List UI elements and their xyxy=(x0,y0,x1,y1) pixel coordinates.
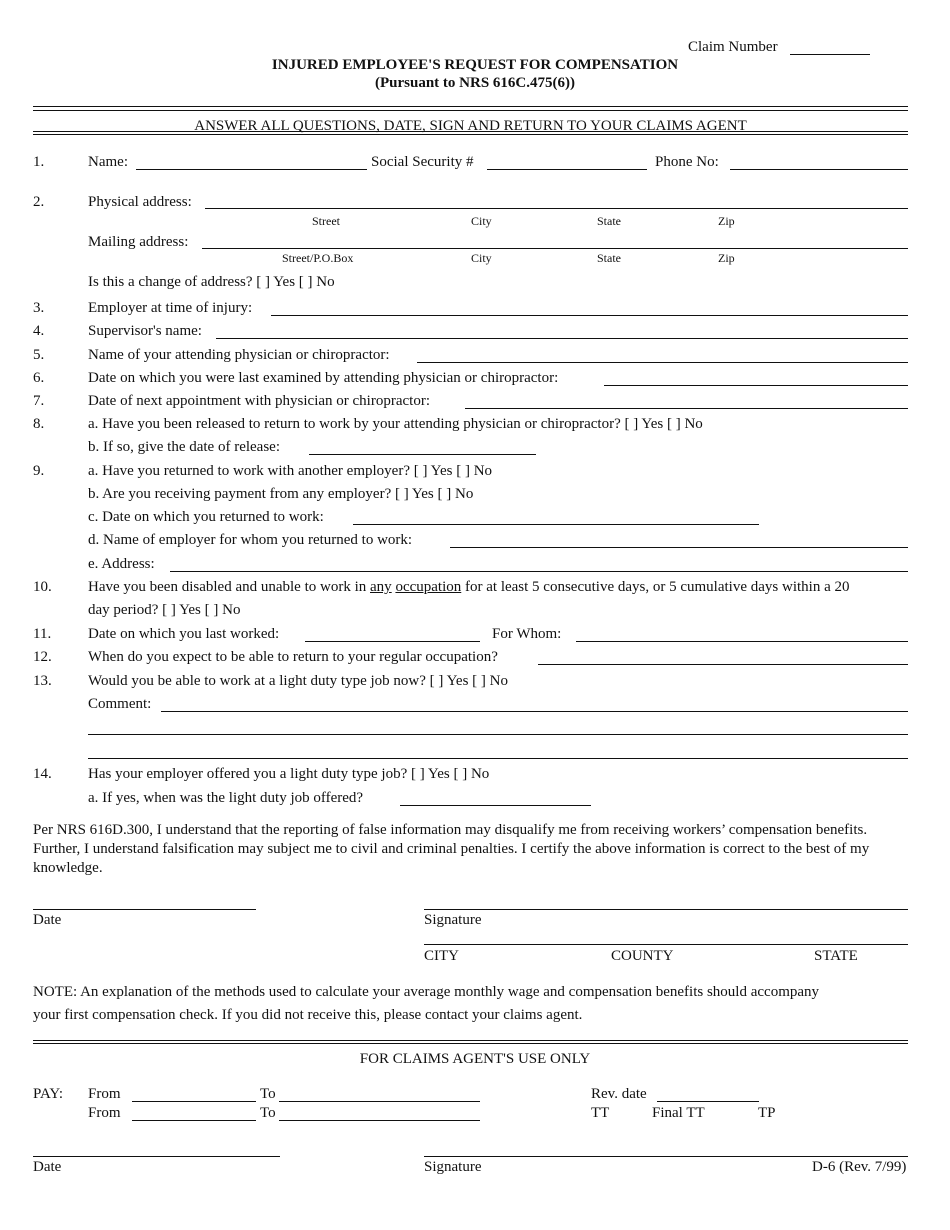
last-worked-field[interactable] xyxy=(305,641,480,642)
header-rule-top xyxy=(33,106,908,107)
mailing-zip-caption: Zip xyxy=(718,251,735,265)
agent-signature-label: Signature xyxy=(424,1159,482,1175)
physical-zip-caption: Zip xyxy=(718,214,735,228)
address-change-question[interactable]: Is this a change of address? [ ] Yes [ ] No xyxy=(88,274,335,290)
new-employer-field[interactable] xyxy=(450,547,908,548)
disabled-question xyxy=(88,580,849,595)
pay-from-field-1[interactable] xyxy=(132,1101,256,1102)
mailing-state-caption: State xyxy=(597,251,621,265)
county-label: COUNTY xyxy=(611,948,674,964)
last-exam-label: Date on which you were last examined by attending physician or chiropractor: xyxy=(88,370,559,386)
disabled-question-occupation: occupation xyxy=(395,579,462,595)
light-duty-now-question[interactable]: Would you be able to work at a light duty type job now? [ ] Yes [ ] No xyxy=(88,673,508,689)
note-line-2: your first compensation check. If you did not receive this, please contact your claims agent. xyxy=(33,1007,583,1023)
name-field[interactable] xyxy=(136,169,367,170)
disabled-question-text-1: Have you been disabled and unable to work in xyxy=(88,579,371,595)
last-worked-label: Date on which you last worked: xyxy=(88,626,280,642)
ssn-field[interactable] xyxy=(487,169,647,170)
q14-number: 14. xyxy=(33,766,52,782)
agent-date-field[interactable] xyxy=(33,1156,280,1157)
agent-signature-field[interactable] xyxy=(424,1156,908,1157)
comment-field-1[interactable] xyxy=(161,711,908,712)
rev-date-field[interactable] xyxy=(657,1101,759,1102)
for-whom-field[interactable] xyxy=(576,641,908,642)
new-employer-address-field[interactable] xyxy=(170,571,908,572)
physician-label: Name of your attending physician or chiropractor: xyxy=(88,347,390,363)
claim-number-label: Claim Number xyxy=(688,39,778,55)
physical-city-caption: City xyxy=(471,214,492,228)
physical-address-label: Physical address: xyxy=(88,194,192,210)
comment-field-3[interactable] xyxy=(88,758,908,759)
phone-field[interactable] xyxy=(730,169,908,170)
new-employer-address-label: e. Address: xyxy=(88,556,155,572)
location-field[interactable] xyxy=(424,944,908,945)
note-line-1: NOTE: An explanation of the methods used to calculate your average monthly wage and compensation benefits should accompany xyxy=(33,984,820,1000)
certification-statement: Per NRS 616D.300, I understand that the reporting of false information may disqualify me from receiving workers’ compensation benefits. Further, I understand falsification may subject me to civil and criminal penalties. I certify the above information is correct to the best of my knowledge. xyxy=(33,822,870,876)
released-question[interactable]: a. Have you been released to return to work by your attending physician or chiropractor? [ ] Yes [ ] No xyxy=(88,416,703,432)
disabled-question-options[interactable]: day period? [ ] Yes [ ] No xyxy=(88,602,241,618)
employer-label: Employer at time of injury: xyxy=(88,300,253,316)
q6-number: 6. xyxy=(33,370,45,386)
new-employer-label: d. Name of employer for whom you returned to work: xyxy=(88,532,413,548)
release-date-label: b. If so, give the date of release: xyxy=(88,439,281,455)
physical-address-field[interactable] xyxy=(205,208,908,209)
final-tt-label: Final TT xyxy=(652,1105,705,1121)
ssn-label: Social Security # xyxy=(371,154,474,170)
header-rule-bottom xyxy=(33,131,908,132)
q13-number: 13. xyxy=(33,673,52,689)
pay-to-field-1[interactable] xyxy=(279,1101,480,1102)
name-label: Name: xyxy=(88,154,128,170)
pay-label: PAY: xyxy=(33,1086,64,1102)
release-date-field[interactable] xyxy=(309,454,536,455)
mailing-city-caption: City xyxy=(471,251,492,265)
tp-label: TP xyxy=(758,1105,776,1121)
q10-number: 10. xyxy=(33,579,52,595)
employee-date-field[interactable] xyxy=(33,909,256,910)
pay-from-label-2: From xyxy=(88,1105,121,1121)
q9-number: 9. xyxy=(33,463,45,479)
supervisor-field[interactable] xyxy=(216,338,908,339)
instruction-banner: ANSWER ALL QUESTIONS, DATE, SIGN AND RETURN TO YOUR CLAIMS AGENT xyxy=(194,118,747,134)
expected-return-field[interactable] xyxy=(538,664,908,665)
employer-field[interactable] xyxy=(271,315,908,316)
mailing-address-field[interactable] xyxy=(202,248,908,249)
return-date-field[interactable] xyxy=(353,524,759,525)
employee-signature-label: Signature xyxy=(424,912,482,928)
pay-to-label-1: To xyxy=(260,1086,276,1102)
city-label: CITY xyxy=(424,948,459,964)
claim-number-field[interactable] xyxy=(790,54,870,55)
physical-street-caption: Street xyxy=(312,214,340,228)
q12-number: 12. xyxy=(33,649,52,665)
receiving-payment-question[interactable]: b. Are you receiving payment from any employer? [ ] Yes [ ] No xyxy=(88,486,474,502)
q4-number: 4. xyxy=(33,323,45,339)
agent-section-title: FOR CLAIMS AGENT'S USE ONLY xyxy=(359,1051,591,1067)
pay-to-field-2[interactable] xyxy=(279,1120,480,1121)
q11-number: 11. xyxy=(33,626,52,642)
pay-from-field-2[interactable] xyxy=(132,1120,256,1121)
last-exam-field[interactable] xyxy=(604,385,908,386)
expected-return-label: When do you expect to be able to return to your regular occupation? xyxy=(88,649,498,665)
comment-field-2[interactable] xyxy=(88,734,908,735)
physician-field[interactable] xyxy=(417,362,908,363)
q8-number: 8. xyxy=(33,416,45,432)
return-date-label: c. Date on which you returned to work: xyxy=(88,509,324,525)
mailing-address-label: Mailing address: xyxy=(88,234,189,250)
for-whom-label: For Whom: xyxy=(492,626,562,642)
form-title: INJURED EMPLOYEE'S REQUEST FOR COMPENSATION xyxy=(271,57,679,73)
disabled-question-text-2: for at least 5 consecutive days, or 5 cumulative days within a 20 xyxy=(461,579,850,595)
pay-from-label-1: From xyxy=(88,1086,121,1102)
form-subtitle: (Pursuant to NRS 616C.475(6)) xyxy=(375,75,575,91)
next-appointment-field[interactable] xyxy=(465,408,908,409)
agent-rule-2 xyxy=(33,1043,908,1044)
q2-number: 2. xyxy=(33,194,45,210)
agent-rule xyxy=(33,1040,908,1041)
mailing-street-caption: Street/P.O.Box xyxy=(282,251,354,265)
phone-label: Phone No: xyxy=(655,154,719,170)
q7-number: 7. xyxy=(33,393,45,409)
physical-state-caption: State xyxy=(597,214,621,228)
returned-work-question[interactable]: a. Have you returned to work with another employer? [ ] Yes [ ] No xyxy=(88,463,493,479)
employee-date-label: Date xyxy=(33,912,62,928)
header-rule-bottom-2 xyxy=(33,134,908,135)
header-rule-top-2 xyxy=(33,110,908,111)
light-duty-date-label: a. If yes, when was the light duty job offered? xyxy=(88,790,364,806)
form-revision-id: D-6 (Rev. 7/99) xyxy=(812,1159,907,1175)
rev-date-label: Rev. date xyxy=(591,1086,647,1102)
light-duty-offered-question[interactable]: Has your employer offered you a light duty type job? [ ] Yes [ ] No xyxy=(88,766,490,782)
q1-number: 1. xyxy=(33,154,45,170)
q3-number: 3. xyxy=(33,300,45,316)
tt-label: TT xyxy=(591,1105,610,1121)
disabled-question-any: any xyxy=(370,579,392,595)
pay-to-label-2: To xyxy=(260,1105,276,1121)
light-duty-date-field[interactable] xyxy=(400,805,591,806)
q5-number: 5. xyxy=(33,347,45,363)
comment-label: Comment: xyxy=(88,696,152,712)
supervisor-label: Supervisor's name: xyxy=(88,323,202,339)
next-appointment-label: Date of next appointment with physician or chiropractor: xyxy=(88,393,430,409)
state-label: STATE xyxy=(814,948,858,964)
agent-date-label: Date xyxy=(33,1159,62,1175)
employee-signature-field[interactable] xyxy=(424,909,908,910)
